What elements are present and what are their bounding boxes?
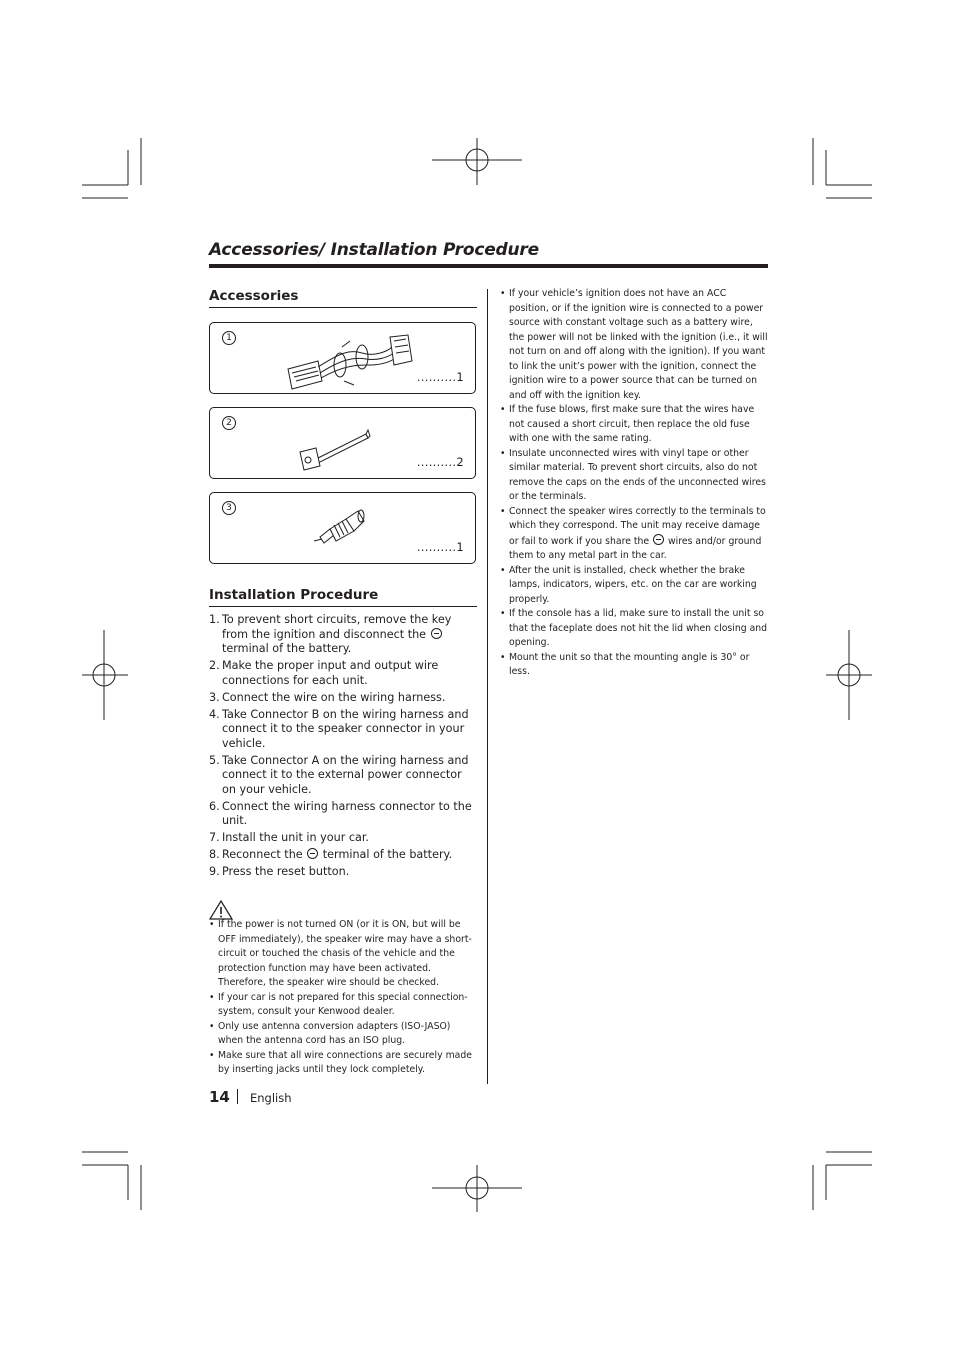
accessory-quantity: ..........1: [416, 540, 464, 554]
list-item: • If the console has a lid, make sure to install the unit so that the faceplate does not hit the lid when closing and opening.: [500, 607, 768, 651]
list-item: • Only use antenna conversion adapters (ISO-JASO) when the antenna cord has an ISO plug.: [209, 1020, 477, 1049]
accessory-number: 2: [222, 416, 236, 430]
footer-divider: [237, 1089, 238, 1104]
title-rule: [209, 264, 768, 268]
list-item: 4. Take Connector B on the wiring harness and connect it to the speaker connector in your vehicle.: [209, 707, 469, 750]
accessory-quantity: ..........1: [416, 370, 464, 384]
list-item: 6. Connect the wiring harness connector to the unit.: [209, 799, 472, 827]
accessory-quantity: ..........2: [416, 455, 464, 469]
column-divider: [487, 289, 488, 1084]
accessory-item-3: [209, 492, 476, 564]
accessories-heading-rule: [209, 307, 477, 308]
installation-heading-rule: [209, 606, 477, 607]
list-item: • If your car is not prepared for this special connection-system, consult your Kenwood dealer.: [209, 991, 477, 1020]
list-item: • If the fuse blows, first make sure that the wires have not caused a short circuit, then replace the old fuse with one with the same rating.: [500, 403, 768, 447]
extraction-key-icon: [270, 408, 430, 480]
list-item: • Insulate unconnected wires with vinyl tape or other similar material. To prevent short circuits, also do not remove the caps on the ends of the unconnected wires or the terminals.: [500, 447, 768, 505]
page-number: 14: [209, 1088, 230, 1106]
list-item: • If your vehicle’s ignition does not have an ACC position, or if the ignition wire is connected to a power source with constant voltage such as a battery wire, the power will not be linked with the ignition (i.e., it will not turn on and off along with the ignition). If you want to link the unit’s power with the ignition, connect the ignition wire to a power source that can be turned on and off with the ignition key.: [500, 287, 768, 403]
warning-notes: [209, 918, 477, 1078]
accessories-heading: Accessories: [209, 288, 299, 304]
minus-terminal-icon: [307, 848, 318, 859]
footer-language: English: [250, 1091, 292, 1105]
list-item: 3. Connect the wire on the wiring harness.: [209, 690, 446, 704]
page-title: Accessories/ Installation Procedure: [209, 240, 539, 260]
list-item: • Make sure that all wire connections are securely made by inserting jacks until they lock completely.: [209, 1049, 477, 1078]
wiring-harness-icon: [270, 323, 430, 395]
warning-triangle-icon: [209, 900, 233, 920]
right-column-notes: [500, 287, 768, 680]
antenna-adapter-icon: [270, 493, 430, 565]
list-item: • Connect the speaker wires correctly to the terminals to which they correspond. The unit may receive damage or fail to work if you share the wires and/or ground them to any metal part in the car.: [500, 505, 768, 564]
installation-steps: [209, 613, 477, 882]
minus-terminal-icon: [653, 534, 664, 545]
installation-heading: Installation Procedure: [209, 587, 379, 603]
minus-terminal-icon: [431, 628, 442, 639]
list-item: 8. Reconnect the terminal of the battery.: [209, 848, 453, 861]
list-item: 5. Take Connector A on the wiring harness and connect it to the external power connector on your vehicle.: [209, 753, 469, 796]
list-item: 7. Install the unit in your car.: [209, 831, 369, 844]
accessory-number: 1: [222, 331, 236, 345]
list-item: • Mount the unit so that the mounting angle is 30° or less.: [500, 651, 768, 680]
accessory-item-1: [209, 322, 476, 394]
list-item: 2. Make the proper input and output wire connections for each unit.: [209, 659, 439, 687]
accessory-item-2: [209, 407, 476, 479]
list-item: • After the unit is installed, check whether the brake lamps, indicators, wipers, etc. on the car are working properly.: [500, 564, 768, 608]
accessory-number: 3: [222, 501, 236, 515]
list-item: • If the power is not turned ON (or it is ON, but will be OFF immediately), the speaker wire may have a short-circuit or touched the chasis of the vehicle and the protection function may have been activated. Therefore, the speaker wire should be checked.: [209, 918, 477, 991]
list-item: 1. To prevent short circuits, remove the key from the ignition and disconnect the terminal of the battery.: [209, 613, 452, 655]
list-item: 9. Press the reset button.: [209, 865, 350, 878]
